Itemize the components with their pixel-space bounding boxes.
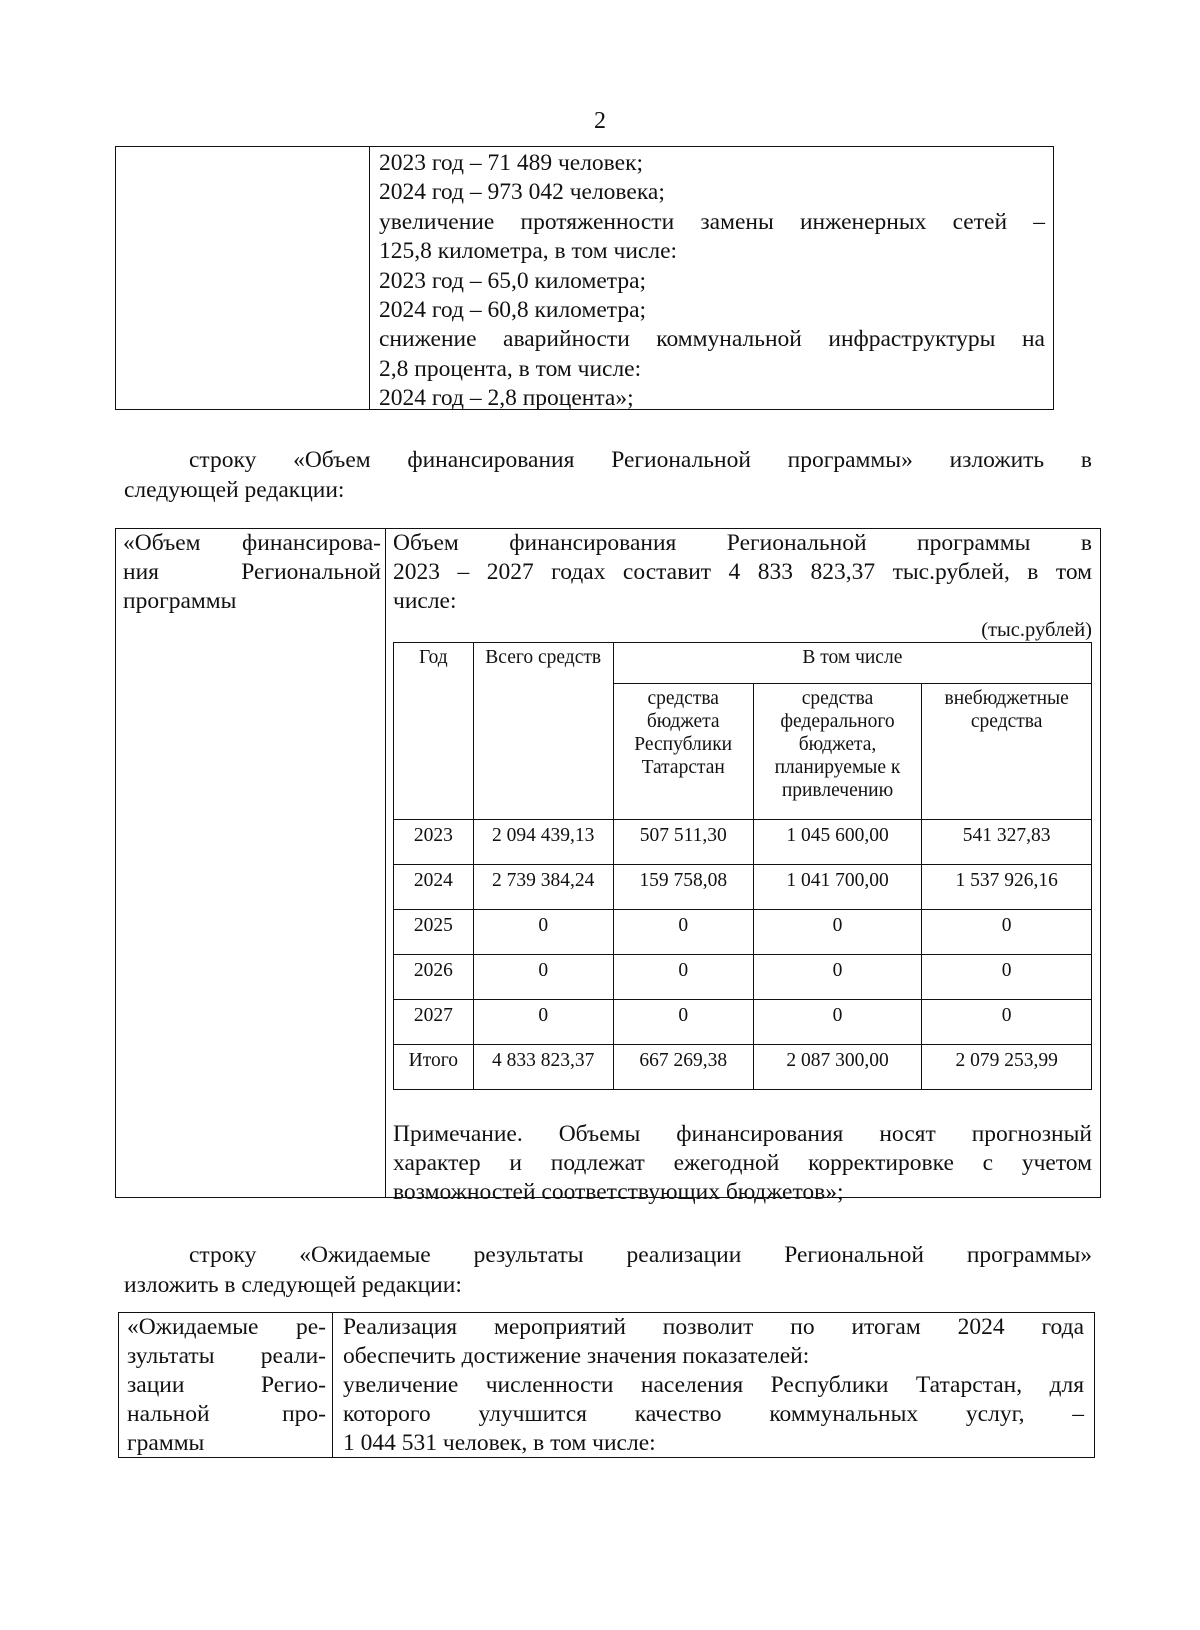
results-line: Реализация мероприятий позволит по итогам 2024 года [343,1314,1084,1340]
results-label-line: зации Регио- [127,1372,326,1398]
financing-data-table [393,642,1092,1090]
cell-total: 2 739 384,24 [473,865,613,910]
header-total: Всего средств [473,643,613,820]
results-section-table [118,1312,1095,1458]
instruction-paragraph-financing [124,445,1092,505]
results-line: обеспечить достижение значения показателей: [343,1343,810,1369]
targets-table-right-cell [370,147,1053,412]
page-number: 2 [594,108,606,134]
cell-federal: 2 087 300,00 [753,1045,922,1090]
cell-year: 2027 [394,1000,474,1045]
cell-republic: 667 269,38 [613,1045,753,1090]
cell-republic: 0 [613,1000,753,1045]
financing-note [393,1120,1092,1207]
target-line: 2024 год – 2,8 процента»; [379,385,634,412]
target-line: 2,8 процента, в том числе: [379,355,642,382]
cell-total: 0 [473,955,613,1000]
table-row-total [394,1045,1092,1090]
cell-year: Итого [394,1045,474,1090]
financing-label-cell [116,529,386,1197]
target-line: 2024 год – 973 042 человека; [379,179,665,206]
target-line: 2023 год – 65,0 километра; [379,267,647,294]
results-label-line: зультаты реали- [127,1343,326,1369]
target-line: 2024 год – 60,8 километра; [379,297,647,324]
cell-year: 2024 [394,865,474,910]
cell-extra: 541 327,83 [922,820,1092,865]
results-label-cell [119,1313,333,1457]
financing-intro-line: 2023 – 2027 годах составит 4 833 823,37 тыс.рублей, в том [393,559,1092,585]
financing-label-line: программы [123,588,237,614]
cell-federal: 1 045 600,00 [753,820,922,865]
cell-federal: 0 [753,955,922,1000]
cell-extra: 2 079 253,99 [922,1045,1092,1090]
instruction-line: изложить в следующей редакции: [124,1272,462,1298]
instruction-line: строку «Ожидаемые результаты реализации Региональной программы» [189,1242,1092,1268]
note-line: возможностей соответствующих бюджетов»; [393,1179,844,1205]
table-row [394,955,1092,1000]
cell-republic: 0 [613,910,753,955]
results-label-line: «Ожидаемые ре- [127,1314,326,1340]
table-row [394,865,1092,910]
results-line: увеличение численности населения Республики Татарстан, для [343,1372,1084,1398]
table-row [394,820,1092,865]
cell-total: 4 833 823,37 [473,1045,613,1090]
target-line: снижение аварийности коммунальной инфраструктуры на [379,326,1045,353]
targets-table-continuation [115,146,1054,410]
header-federal-budget: средства федерального бюджета, планируемые к привлечению [753,684,922,820]
targets-table-left-cell [116,147,370,409]
financing-intro-line: числе: [393,588,457,614]
instruction-line: следующей редакции: [124,477,345,503]
note-line: Примечание. Объемы финансирования носят прогнозный [393,1121,1092,1147]
target-line: 2023 год – 71 489 человек; [379,150,644,176]
cell-extra: 0 [922,1000,1092,1045]
cell-extra: 0 [922,910,1092,955]
header-republic-budget: средства бюджета Республики Татарстан [613,684,753,820]
cell-extra: 0 [922,955,1092,1000]
results-line: 1 044 531 человек, в том числе: [343,1430,656,1456]
unit-label: (тыс.рублей) [981,619,1092,641]
results-label-line: нальной про- [127,1401,326,1427]
cell-total: 0 [473,1000,613,1045]
cell-year: 2023 [394,820,474,865]
financing-label-line: «Объем финансирова- [123,530,381,556]
target-line: увеличение протяженности замены инженерных сетей – [379,208,1045,235]
cell-extra: 1 537 926,16 [922,865,1092,910]
cell-total: 2 094 439,13 [473,820,613,865]
cell-federal: 0 [753,910,922,955]
table-row [394,910,1092,955]
table-row [394,1000,1092,1045]
header-year: Год [394,643,474,820]
target-line: 125,8 километра, в том числе: [379,238,678,265]
cell-republic: 507 511,30 [613,820,753,865]
note-line: характер и подлежат ежегодной корректировке с учетом [393,1150,1092,1176]
instruction-line: строку «Объем финансирования Региональной программы» изложить в [189,447,1092,473]
header-including: В том числе [613,643,1091,684]
cell-federal: 0 [753,1000,922,1045]
financing-label-line: ния Региональной [123,559,381,585]
cell-republic: 159 758,08 [613,865,753,910]
financing-section-table [115,528,1101,1205]
financing-intro-line: Объем финансирования Региональной программы в [393,530,1092,556]
instruction-paragraph-results [124,1240,1092,1300]
cell-year: 2025 [394,910,474,955]
results-label-line: граммы [127,1430,205,1456]
results-content-cell [333,1313,1094,1457]
cell-federal: 1 041 700,00 [753,865,922,910]
cell-year: 2026 [394,955,474,1000]
cell-total: 0 [473,910,613,955]
financing-content-cell [386,529,1100,1205]
results-line: которого улучшится качество коммунальных услуг, – [343,1401,1084,1427]
header-extrabudgetary: внебюджетные средства [922,684,1092,820]
cell-republic: 0 [613,955,753,1000]
